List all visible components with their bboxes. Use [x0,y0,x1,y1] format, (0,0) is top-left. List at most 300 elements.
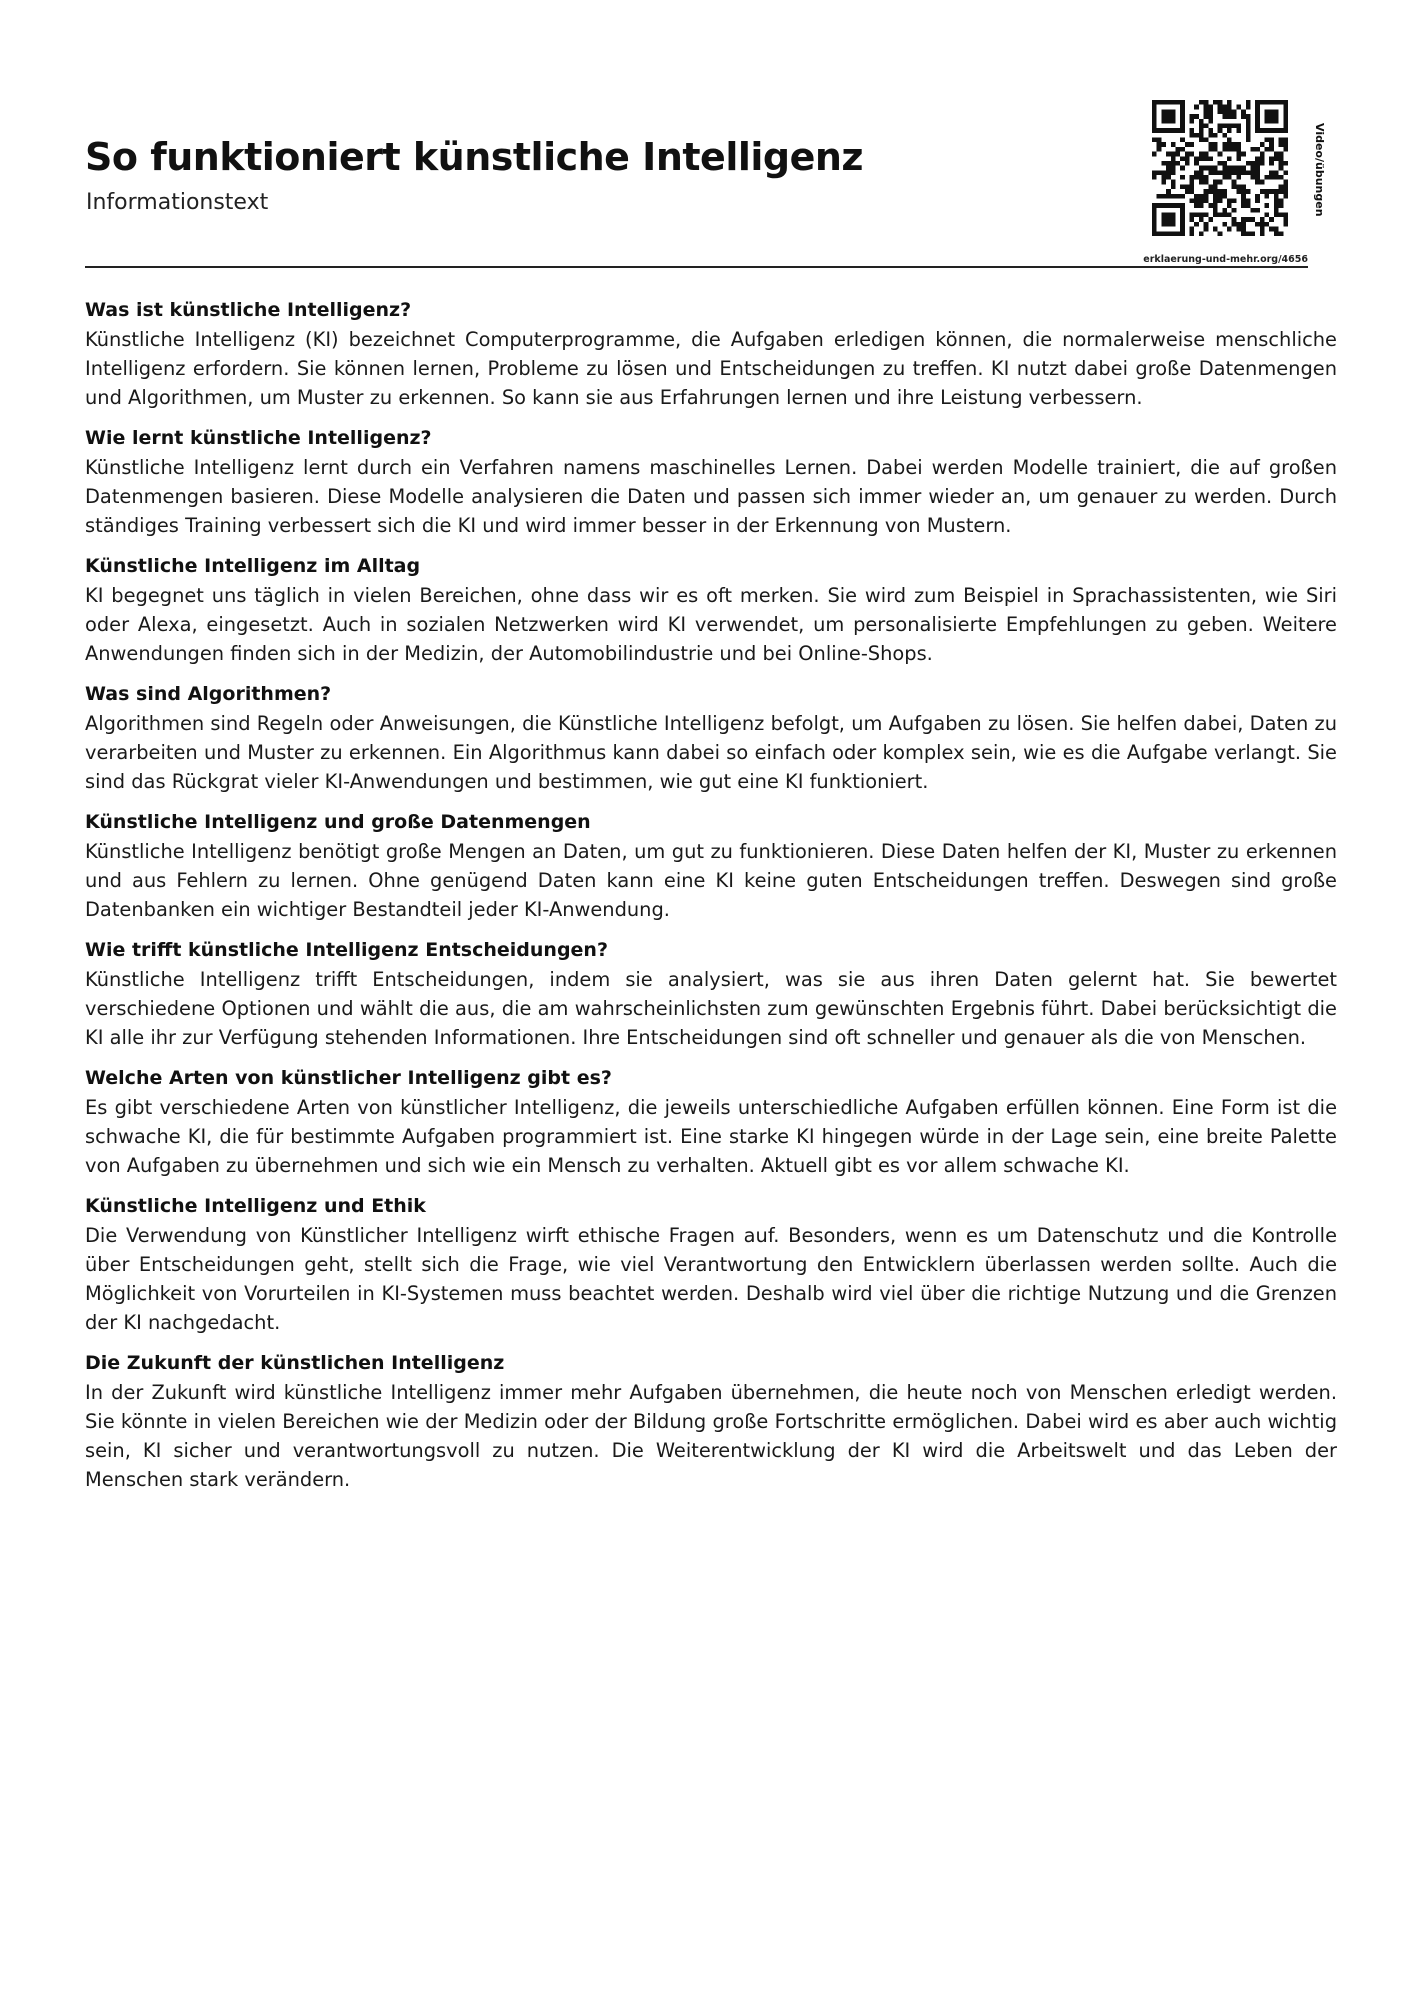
qr-module [1227,138,1232,143]
qr-module [1222,114,1227,119]
qr-module [1152,213,1157,218]
qr-module [1208,128,1213,133]
qr-module [1204,227,1209,232]
qr-module [1232,147,1237,152]
qr-module [1175,128,1180,133]
qr-module [1171,180,1176,185]
qr-module [1175,231,1180,236]
qr-module [1236,128,1241,133]
qr-module [1255,105,1260,110]
qr-module [1204,180,1209,185]
qr-module [1222,109,1227,114]
qr-module [1152,170,1157,175]
qr-module [1265,114,1270,119]
qr-module [1255,208,1260,213]
qr-module [1255,222,1260,227]
qr-module [1250,147,1255,152]
qr-module [1227,156,1232,161]
qr-module [1283,109,1288,114]
qr-module [1274,119,1279,124]
qr-module [1208,133,1213,138]
qr-module [1175,194,1180,199]
qr-module [1279,203,1284,208]
qr-module [1241,184,1246,189]
qr-module [1157,128,1162,133]
qr-module [1269,147,1274,152]
qr-module [1152,231,1157,236]
qr-module [1241,231,1246,236]
qr-module [1152,105,1157,110]
section [85,424,1337,540]
qr-module [1157,170,1162,175]
qr-module [1161,170,1166,175]
qr-module [1222,189,1227,194]
qr-module [1260,231,1265,236]
qr-module [1204,189,1209,194]
qr-module [1180,166,1185,171]
header-divider [85,266,1308,268]
qr-module [1274,231,1279,236]
qr-module [1227,203,1232,208]
qr-module [1208,114,1213,119]
qr-module [1283,105,1288,110]
qr-module [1213,208,1218,213]
qr-module [1227,198,1232,203]
qr-module [1269,100,1274,105]
qr-module [1208,189,1213,194]
qr-module [1213,147,1218,152]
qr-module [1180,194,1185,199]
qr-module [1236,105,1241,110]
qr-module [1166,213,1171,218]
qr-module [1161,203,1166,208]
qr-module [1180,231,1185,236]
qr-module [1269,189,1274,194]
qr-module [1279,138,1284,143]
qr-module [1246,203,1251,208]
qr-module [1218,123,1223,128]
qr-module [1199,128,1204,133]
qr-module [1199,123,1204,128]
qr-module [1204,100,1209,105]
qr-module [1227,147,1232,152]
qr-module [1222,105,1227,110]
qr-module [1185,161,1190,166]
qr-module [1236,147,1241,152]
qr-module [1180,128,1185,133]
qr-module [1204,198,1209,203]
qr-module [1246,170,1251,175]
qr-module [1222,161,1227,166]
qr-module [1199,194,1204,199]
qr-module [1180,123,1185,128]
qr-module [1194,213,1199,218]
qr-module [1166,194,1171,199]
qr-module [1232,184,1237,189]
qr-module [1218,231,1223,236]
qr-module [1241,203,1246,208]
qr-module [1265,100,1270,105]
qr-module [1246,123,1251,128]
qr-module [1260,227,1265,232]
qr-module [1283,128,1288,133]
qr-module [1283,142,1288,147]
qr-module [1208,170,1213,175]
qr-module [1180,227,1185,232]
qr-module [1204,222,1209,227]
section-text: Es gibt verschiedene Arten von künstlicher Intelligenz, die jeweils unterschiedliche Aufgaben erfüllen können. Eine Form ist die schwache KI, die für bestimmte Aufgaben programmiert ist. Eine starke KI hingegen würde in der Lage sein, eine breite Palette von Aufgaben zu übernehmen und sich wie ein Mensch zu verhalten. Aktuell gibt es vor allem schwache KI. [85,1096,1337,1177]
qr-module [1279,231,1284,236]
qr-module [1208,105,1213,110]
qr-module [1250,161,1255,166]
qr-module [1180,203,1185,208]
qr-module [1274,114,1279,119]
qr-module [1250,231,1255,236]
qr-module [1208,166,1213,171]
qr-module [1199,166,1204,171]
section-heading: Künstliche Intelligenz und große Datenmengen [85,811,591,833]
qr-module [1269,217,1274,222]
qr-module [1232,180,1237,185]
qr-module [1250,166,1255,171]
qr-module [1185,142,1190,147]
qr-module [1283,189,1288,194]
qr-module [1152,208,1157,213]
qr-module [1232,123,1237,128]
qr-module [1250,175,1255,180]
qr-module [1283,100,1288,105]
qr-module [1222,175,1227,180]
qr-module [1265,109,1270,114]
qr-module [1166,119,1171,124]
qr-module [1204,156,1209,161]
qr-module [1190,198,1195,203]
qr-module [1166,203,1171,208]
qr-module [1236,123,1241,128]
qr-module [1152,175,1157,180]
qr-module [1279,189,1284,194]
qr-module [1152,123,1157,128]
qr-module [1171,231,1176,236]
qr-module [1241,222,1246,227]
qr-module [1180,175,1185,180]
qr-module [1246,161,1251,166]
section [85,552,1337,668]
qr-module [1250,170,1255,175]
qr-module [1175,100,1180,105]
qr-module [1232,222,1237,227]
qr-module [1227,213,1232,218]
qr-module [1246,189,1251,194]
qr-module [1236,152,1241,157]
qr-module [1227,109,1232,114]
section [85,1192,1337,1337]
section-text: KI begegnet uns täglich in vielen Bereichen, ohne dass wir es oft merken. Sie wird zum Beispiel in Sprachassistenten, wie Siri oder Alexa, eingesetzt. Auch in sozialen Netzwerken wird KI verwendet, um personalisierte Empfehlungen zu geben. Weitere Anwendungen finden sich in der Medizin, der Automobilindustrie und bei Online-Shops. [85,584,1337,665]
source-url[interactable]: erklaerung-und-mehr.org/4656 [1143,254,1308,265]
qr-module [1218,152,1223,157]
qr-module [1255,180,1260,185]
qr-module [1199,152,1204,157]
qr-module [1260,161,1265,166]
qr-module [1180,119,1185,124]
qr-module [1274,203,1279,208]
qr-module [1199,119,1204,124]
qr-module [1190,133,1195,138]
section-heading: Welche Arten von künstlicher Intelligenz gibt es? [85,1067,612,1089]
qr-module [1194,222,1199,227]
qr-module [1236,184,1241,189]
qr-module [1175,152,1180,157]
qr-module [1222,142,1227,147]
qr-module [1274,194,1279,199]
qr-module [1218,105,1223,110]
qr-module [1269,128,1274,133]
qr-module [1152,138,1157,143]
qr-module [1166,109,1171,114]
qr-module [1269,161,1274,166]
qr-module [1260,222,1265,227]
qr-module [1222,222,1227,227]
qr-module [1283,119,1288,124]
section-heading: Was ist künstliche Intelligenz? [85,299,412,321]
qr-module [1180,147,1185,152]
qr-module [1152,119,1157,124]
qr-module [1208,203,1213,208]
qr-module [1246,119,1251,124]
qr-module [1180,114,1185,119]
qr-module [1222,123,1227,128]
section-text: Die Verwendung von Künstlicher Intelligenz wirft ethische Fragen auf. Besonders, wenn es um Datenschutz und die Kontrolle über Entscheidungen geht, stellt sich die Frage, wie viel Verantwortung den Entwicklern überlassen werden sollte. Auch die Möglichkeit von Vorurteilen in KI-Systemen muss beachtet werden. Deshalb wird viel über die richtige Nutzung und die Grenzen der KI nachgedacht. [85,1224,1337,1334]
qr-module [1161,180,1166,185]
qr-module [1185,184,1190,189]
qr-module [1260,156,1265,161]
qr-module [1279,166,1284,171]
qr-module [1166,152,1171,157]
qr-module [1255,175,1260,180]
qr-module [1218,128,1223,133]
qr-module [1194,170,1199,175]
qr-module [1218,100,1223,105]
qr-module [1152,222,1157,227]
qr-module [1199,198,1204,203]
article-body [85,296,1337,1506]
qr-module [1180,208,1185,213]
qr-module [1246,217,1251,222]
qr-module [1185,152,1190,157]
qr-module [1246,114,1251,119]
qr-code[interactable] [1152,100,1288,236]
qr-module [1222,166,1227,171]
qr-module [1255,123,1260,128]
section [85,936,1337,1052]
qr-module [1279,100,1284,105]
qr-module [1190,189,1195,194]
qr-module [1265,189,1270,194]
qr-module [1175,203,1180,208]
qr-module [1283,194,1288,199]
qr-module [1255,147,1260,152]
qr-side-label [1308,123,1328,233]
qr-module [1218,109,1223,114]
qr-module [1208,217,1213,222]
qr-module [1265,147,1270,152]
qr-module [1194,175,1199,180]
qr-module [1171,109,1176,114]
qr-module [1161,142,1166,147]
qr-module [1222,133,1227,138]
qr-module [1161,161,1166,166]
qr-module [1171,217,1176,222]
qr-module [1152,128,1157,133]
qr-module [1241,170,1246,175]
qr-module [1255,109,1260,114]
qr-module [1199,138,1204,143]
qr-module [1161,222,1166,227]
qr-module [1180,109,1185,114]
section-heading: Was sind Algorithmen? [85,683,332,705]
qr-module [1227,128,1232,133]
qr-module [1171,203,1176,208]
qr-module [1227,100,1232,105]
qr-module [1265,119,1270,124]
qr-module [1190,114,1195,119]
qr-module [1152,114,1157,119]
qr-module [1255,166,1260,171]
qr-module [1283,138,1288,143]
qr-module [1161,213,1166,218]
section-text: Künstliche Intelligenz (KI) bezeichnet Computerprogramme, die Aufgaben erledigen können, die normalerweise menschliche Intelligenz erfordern. Sie können lernen, Probleme zu lösen und Entscheidungen zu treffen. KI nutzt dabei große Datenmengen und Algorithmen, um Muster zu erkennen. So kann sie aus Erfahrungen lernen und ihre Leistung verbessern. [85,328,1337,409]
qr-module [1232,198,1237,203]
section-heading: Künstliche Intelligenz im Alltag [85,555,421,577]
qr-module [1246,133,1251,138]
qr-module [1255,100,1260,105]
qr-module [1269,170,1274,175]
qr-module [1279,128,1284,133]
qr-module [1265,175,1270,180]
qr-module [1227,166,1232,171]
qr-module [1161,231,1166,236]
qr-module [1171,166,1176,171]
qr-module [1190,217,1195,222]
qr-module [1208,109,1213,114]
qr-module [1166,166,1171,171]
qr-module [1180,105,1185,110]
qr-module [1180,213,1185,218]
qr-module [1194,198,1199,203]
qr-module [1157,194,1162,199]
qr-module [1185,156,1190,161]
qr-module [1152,100,1157,105]
section [85,1064,1337,1180]
qr-module [1274,156,1279,161]
qr-module [1199,175,1204,180]
qr-module [1283,222,1288,227]
qr-module [1171,128,1176,133]
qr-module [1161,109,1166,114]
qr-module [1213,166,1218,171]
section-text: Algorithmen sind Regeln oder Anweisungen, die Künstliche Intelligenz befolgt, um Aufgaben zu lösen. Sie helfen dabei, Daten zu verarbeiten und Muster zu erkennen. Ein Algorithmus kann dabei so einfach oder komplex sein, wie es die Aufgabe verlangt. Sie sind das Rückgrat vieler KI-Anwendungen und bestimmen, wie gut eine KI funktioniert. [85,712,1337,793]
qr-module [1208,156,1213,161]
qr-module [1283,114,1288,119]
qr-module [1260,100,1265,105]
qr-module [1199,170,1204,175]
qr-module [1227,227,1232,232]
qr-module [1241,114,1246,119]
qr-module [1265,222,1270,227]
qr-module [1204,109,1209,114]
qr-module [1265,194,1270,199]
qr-module [1218,170,1223,175]
qr-module [1260,217,1265,222]
section-text: In der Zukunft wird künstliche Intelligenz immer mehr Aufgaben übernehmen, die heute noch von Menschen erledigt werden. Sie könnte in vielen Bereichen wie der Medizin oder der Bildung große Fortschritte ermöglichen. Dabei wird es aber auch wichtig sein, KI sicher und verantwortungsvoll zu nutzen. Die Weiterentwicklung der KI wird die Arbeitswelt und das Leben der Menschen stark verändern. [85,1381,1337,1491]
qr-module [1232,166,1237,171]
qr-module [1213,184,1218,189]
qr-module [1166,222,1171,227]
qr-module [1274,152,1279,157]
qr-module [1246,100,1251,105]
qr-module [1218,198,1223,203]
qr-module [1227,142,1232,147]
qr-module [1190,213,1195,218]
qr-module [1218,180,1223,185]
qr-module [1152,227,1157,232]
qr-module [1260,142,1265,147]
qr-module [1222,208,1227,213]
qr-module [1274,213,1279,218]
section-text: Künstliche Intelligenz benötigt große Mengen an Daten, um gut zu funktionieren. Diese Daten helfen der KI, Muster zu erkennen und aus Fehlern zu lernen. Ohne genügend Daten kann eine KI keine guten Entscheidungen treffen. Deswegen sind große Datenbanken ein wichtiger Bestandteil jeder KI-Anwendung. [85,840,1337,921]
section-heading: Künstliche Intelligenz und Ethik [85,1195,426,1217]
qr-module [1194,114,1199,119]
qr-module [1283,170,1288,175]
qr-module [1269,138,1274,143]
qr-module [1246,138,1251,143]
qr-module [1222,213,1227,218]
section-text: Künstliche Intelligenz lernt durch ein Verfahren namens maschinelles Lernen. Dabei werden Modelle trainiert, die auf großen Datenmengen basieren. Diese Modelle analysieren die Daten und passen sich immer wieder an, um genauer zu werden. Durch ständiges Training verbessert sich die KI und wird immer besser in der Erkennung von Mustern. [85,456,1337,537]
qr-module [1265,128,1270,133]
qr-module [1161,217,1166,222]
qr-module [1213,100,1218,105]
qr-module [1194,105,1199,110]
qr-module [1241,217,1246,222]
qr-module [1274,109,1279,114]
qr-module [1180,217,1185,222]
qr-module [1213,213,1218,218]
section [85,1349,1337,1494]
qr-module [1255,156,1260,161]
qr-module [1265,138,1270,143]
qr-module [1171,184,1176,189]
qr-module [1265,203,1270,208]
qr-module [1199,217,1204,222]
qr-module [1232,170,1237,175]
qr-module [1269,227,1274,232]
qr-module [1161,175,1166,180]
qr-module [1194,133,1199,138]
qr-module [1236,189,1241,194]
qr-module [1152,203,1157,208]
qr-module [1283,147,1288,152]
qr-module [1166,217,1171,222]
qr-module [1161,100,1166,105]
qr-module [1283,161,1288,166]
qr-module [1208,184,1213,189]
qr-module [1171,222,1176,227]
qr-module [1232,142,1237,147]
qr-module [1227,175,1232,180]
qr-module [1166,170,1171,175]
qr-module [1260,189,1265,194]
qr-module [1152,109,1157,114]
